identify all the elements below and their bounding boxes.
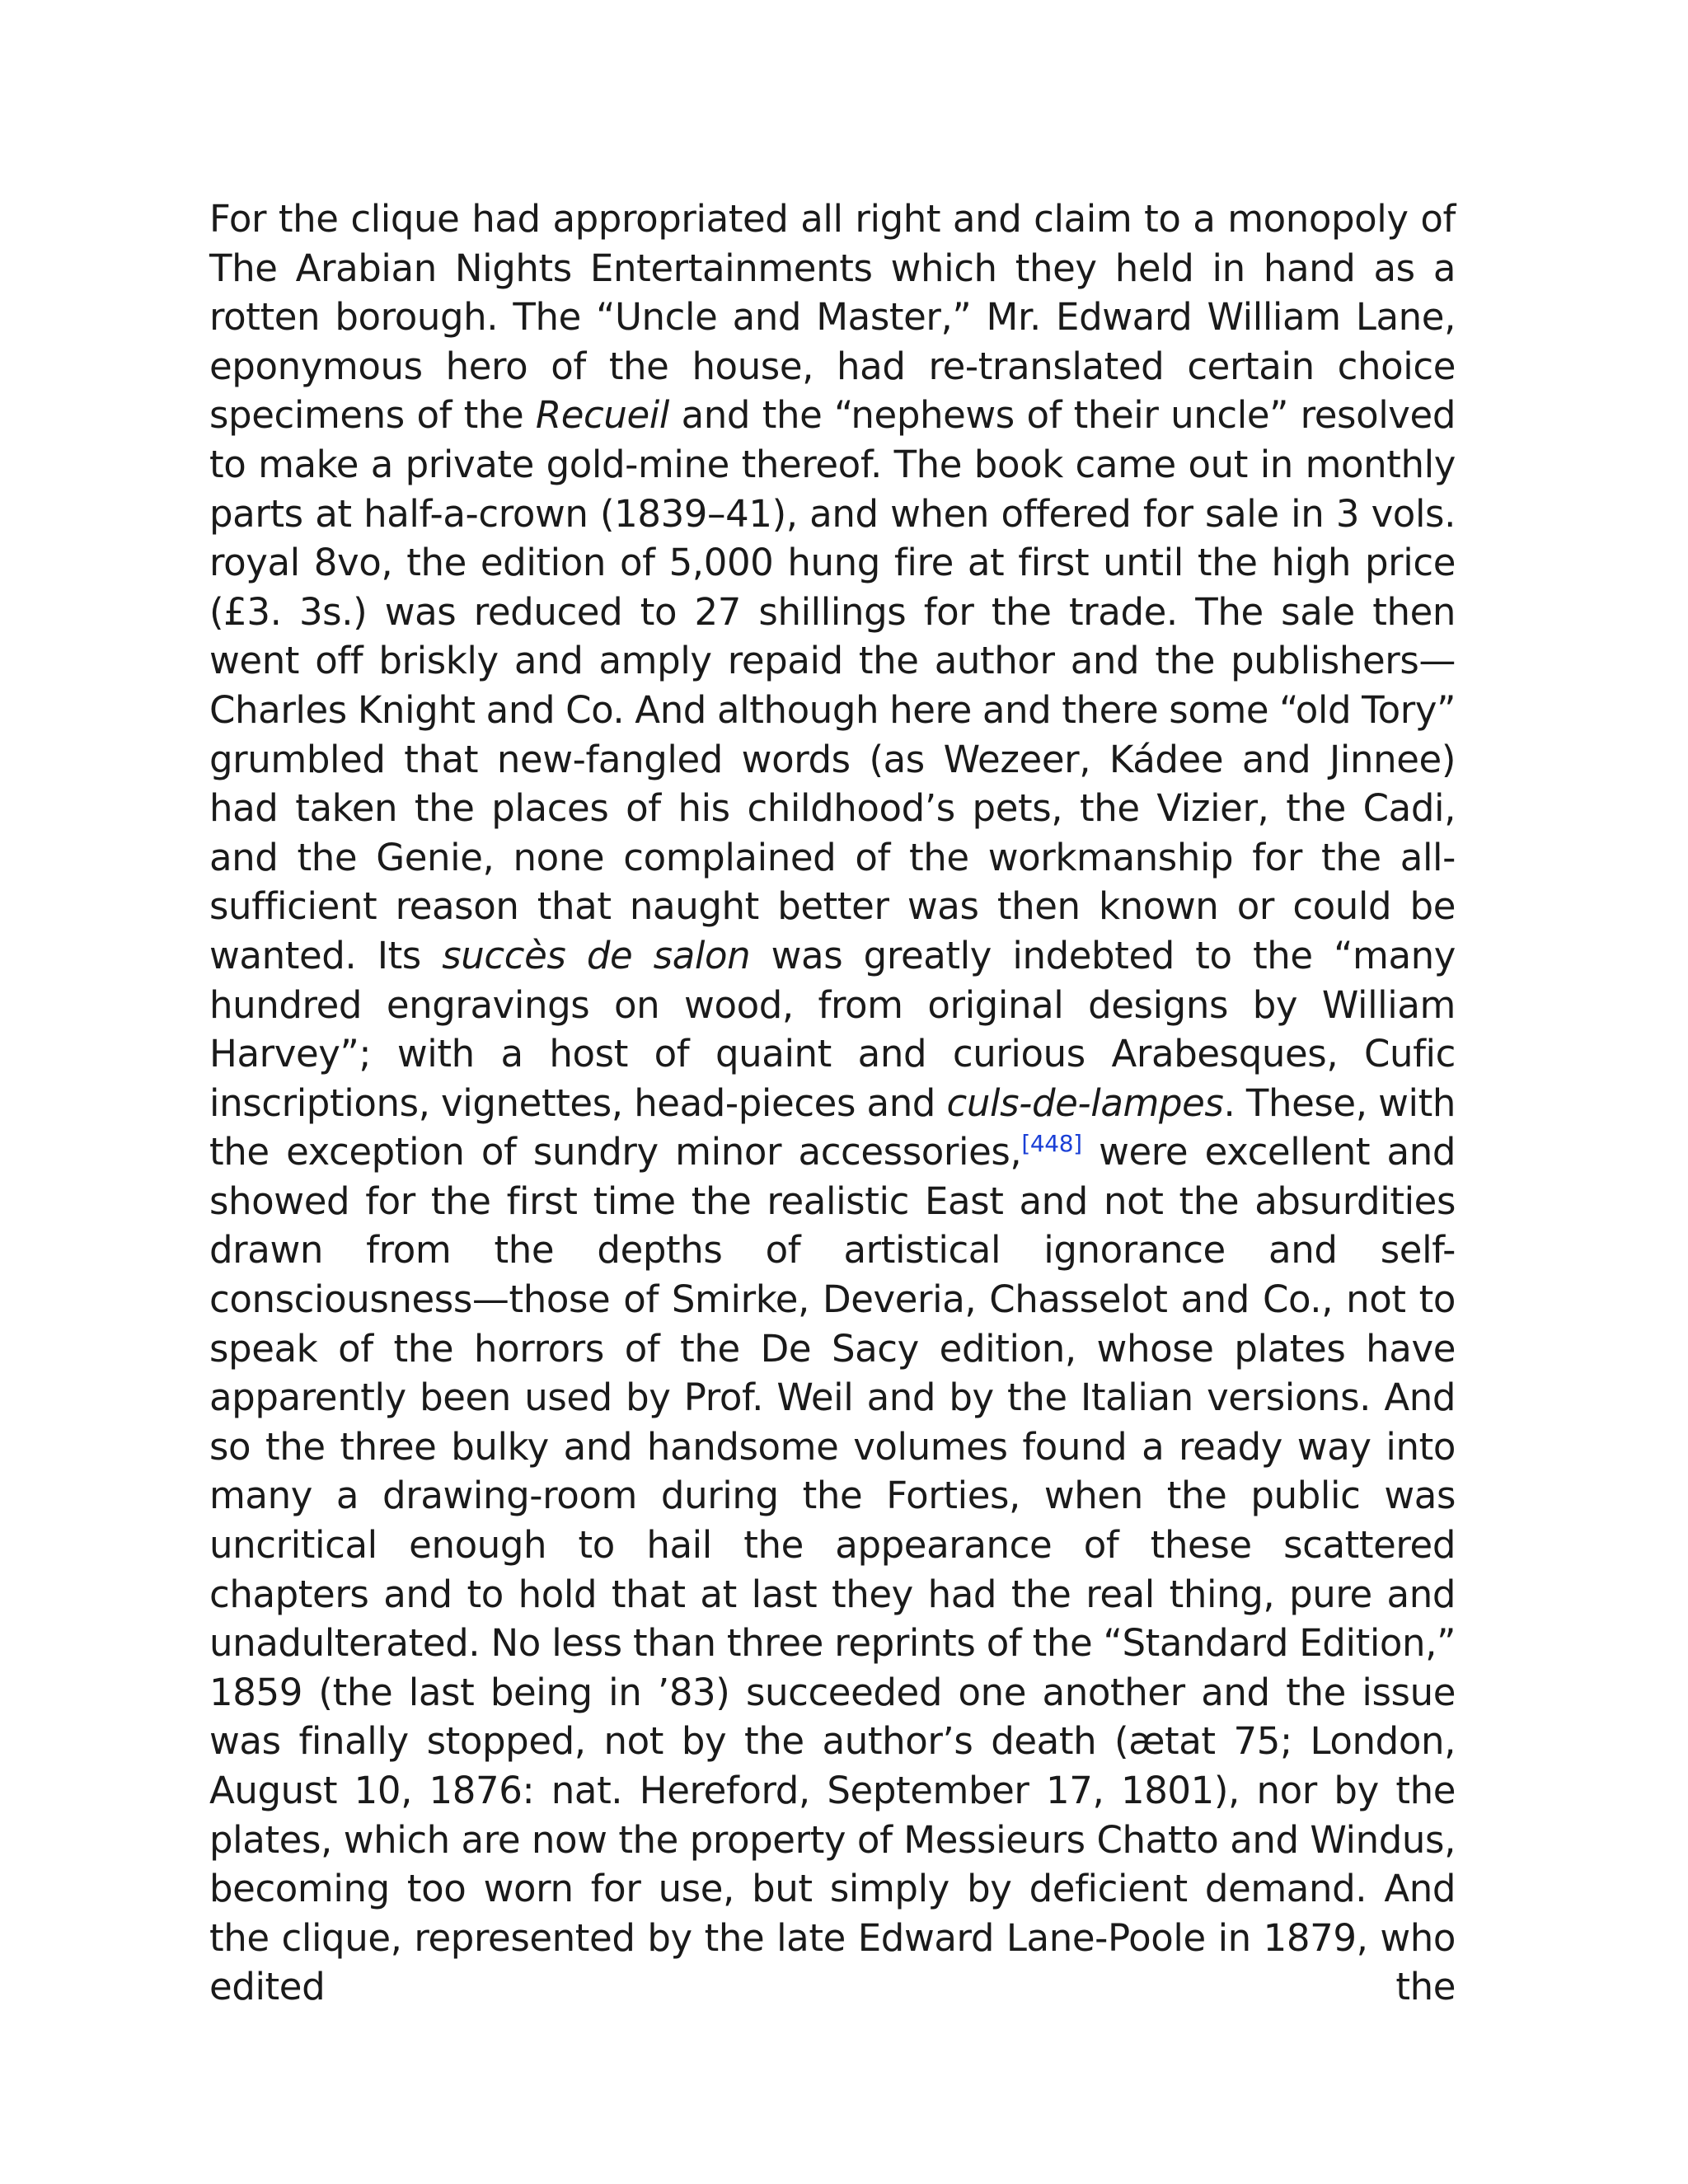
italic-term-succes-de-salon: succès de salon	[442, 933, 751, 977]
text-segment: were excellent and showed for the first time the realistic East and not the absurdities drawn from the depths of artistical ignorance and self-consciousness—those of Smirke, Deveria, Chasselot and Co., not to speak of the horrors of the De Sacy edition, whose plates have apparently been used by Prof. Weil and by the Italian versions. And so the three bulky and handsome volumes found a ready way into many a drawing-room during the Forties, when the public was uncritical enough to hail the appearance of these scattered chapters and to hold that at last they had the real thing, pure and unadulterated. No less than three reprints of the “Standard Edition,” 1859 (the last being in ’83) succeeded one another and the issue was finally stopped, not by the author’s death (ætat 75; London, August 10, 1876: nat. Hereford, September 17, 1801), nor by the plates, which are now the property of Messieurs Chatto and Windus, becoming too worn for use, but simply by deficient demand. And the clique, represented by the late Edward Lane-Poole in 1879, who edited the	[209, 1130, 1456, 2009]
italic-term-recueil: Recueil	[535, 393, 670, 438]
text-segment: For the clique had appropriated all right and claim to a monopoly of The Arabian Nights Entertainments which they held in hand as a rotten borough. The “Uncle and Master,” Mr. Edward William Lane, eponymous hero of the house, had re-translated certain choice specimens of the	[209, 197, 1456, 438]
italic-term-culs-de-lampes: culs-de-lampes	[946, 1080, 1224, 1125]
text-segment: . These, with the exception of sundry minor accessories,	[209, 1080, 1456, 1174]
body-paragraph	[209, 194, 1456, 2012]
document-page	[209, 194, 1456, 2012]
text-segment: was greatly indebted to the “many hundred engravings on wood, from original designs by William Harvey”; with a host of quaint and curious Arabesques, Cufic inscriptions, vignettes, head-pieces and	[209, 933, 1456, 1125]
text-segment: and the “nephews of their uncle” resolved to make a private gold-mine thereof. The book came out in monthly parts at half-a-crown (1839–41), and when offered for sale in 3 vols. royal 8vo, the edition of 5,000 hung fire at first until the high price (£3. 3s.) was reduced to 27 shillings for the trade. The sale then went off briskly and amply repaid the author and the publishers—Charles Knight and Co. And although here and there some “old Tory” grumbled that new-fangled words (as Wezeer, Kádee and Jinnee) had taken the places of his childhood’s pets, the Vizier, the Cadi, and the Genie, none complained of the workmanship for the all-sufficient reason that naught better was then known or could be wanted. Its	[209, 393, 1456, 977]
footnote-link-448[interactable]: [448]	[1021, 1130, 1082, 1158]
